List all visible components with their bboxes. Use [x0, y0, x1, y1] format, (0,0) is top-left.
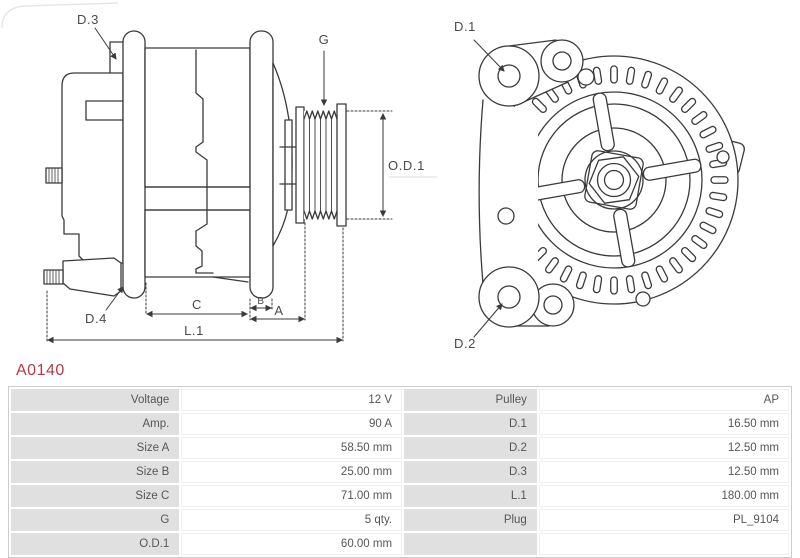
- table-row: [11, 389, 789, 411]
- spec-value-cell: 60.00 mm: [181, 533, 402, 555]
- spec-label-cell: O.D.1: [11, 533, 179, 555]
- spec-value-cell: 71.00 mm: [181, 485, 402, 507]
- spec-value-cell: 180.00 mm: [539, 485, 789, 507]
- spec-label-cell: [404, 533, 537, 555]
- spec-label-cell: Size C: [11, 485, 179, 507]
- spec-label-cell: L.1: [404, 485, 537, 507]
- spec-label-cell: Plug: [404, 509, 537, 531]
- table-row: [11, 509, 789, 531]
- part-number: A0140: [16, 362, 65, 379]
- spec-label-cell: D.3: [404, 461, 537, 483]
- front-view-drawing: [454, 19, 746, 351]
- spec-label-cell: D.2: [404, 437, 537, 459]
- title-row: [0, 356, 800, 386]
- dim-label-c: C: [192, 297, 202, 312]
- spec-label-cell: D.1: [404, 413, 537, 435]
- table-row: [11, 485, 789, 507]
- table-row: [11, 413, 789, 435]
- spec-label-cell: Size B: [11, 461, 179, 483]
- dim-label-d3: D.3: [76, 12, 100, 27]
- table-row: [11, 437, 789, 459]
- spec-label-cell: Amp.: [11, 413, 179, 435]
- spec-value-cell: AP: [539, 389, 789, 411]
- spec-value-cell: 12.50 mm: [539, 461, 789, 483]
- spec-value-cell: 16.50 mm: [539, 413, 789, 435]
- spec-value-cell: 25.00 mm: [181, 461, 402, 483]
- spec-table: [8, 386, 792, 558]
- side-view-drawing: [44, 12, 437, 341]
- spec-value-cell: 5 qty.: [181, 509, 402, 531]
- spec-value-cell: 90 A: [181, 413, 402, 435]
- dim-label-d2: D.2: [453, 336, 477, 351]
- dim-label-d4: D.4: [84, 311, 108, 326]
- dim-label-b: B: [257, 296, 265, 307]
- dim-label-l1: L.1: [184, 323, 204, 338]
- spec-value-cell: PL_9104: [539, 509, 789, 531]
- dim-label-g: G: [318, 32, 330, 47]
- dim-label-od1: O.D.1: [388, 158, 425, 173]
- dim-label-a: A: [274, 303, 284, 318]
- spec-value-cell: 58.50 mm: [181, 437, 402, 459]
- spec-label-cell: G: [11, 509, 179, 531]
- spec-value-cell: 12.50 mm: [539, 437, 789, 459]
- table-row: [11, 461, 789, 483]
- dim-label-d1: D.1: [453, 19, 477, 34]
- spec-value-cell: [539, 533, 789, 555]
- watermark-corner: [2, 3, 118, 28]
- spec-label-cell: Pulley: [404, 389, 537, 411]
- spec-label-cell: Voltage: [11, 389, 179, 411]
- table-row: [11, 533, 789, 555]
- spec-value-cell: 12 V: [181, 389, 402, 411]
- spec-label-cell: Size A: [11, 437, 179, 459]
